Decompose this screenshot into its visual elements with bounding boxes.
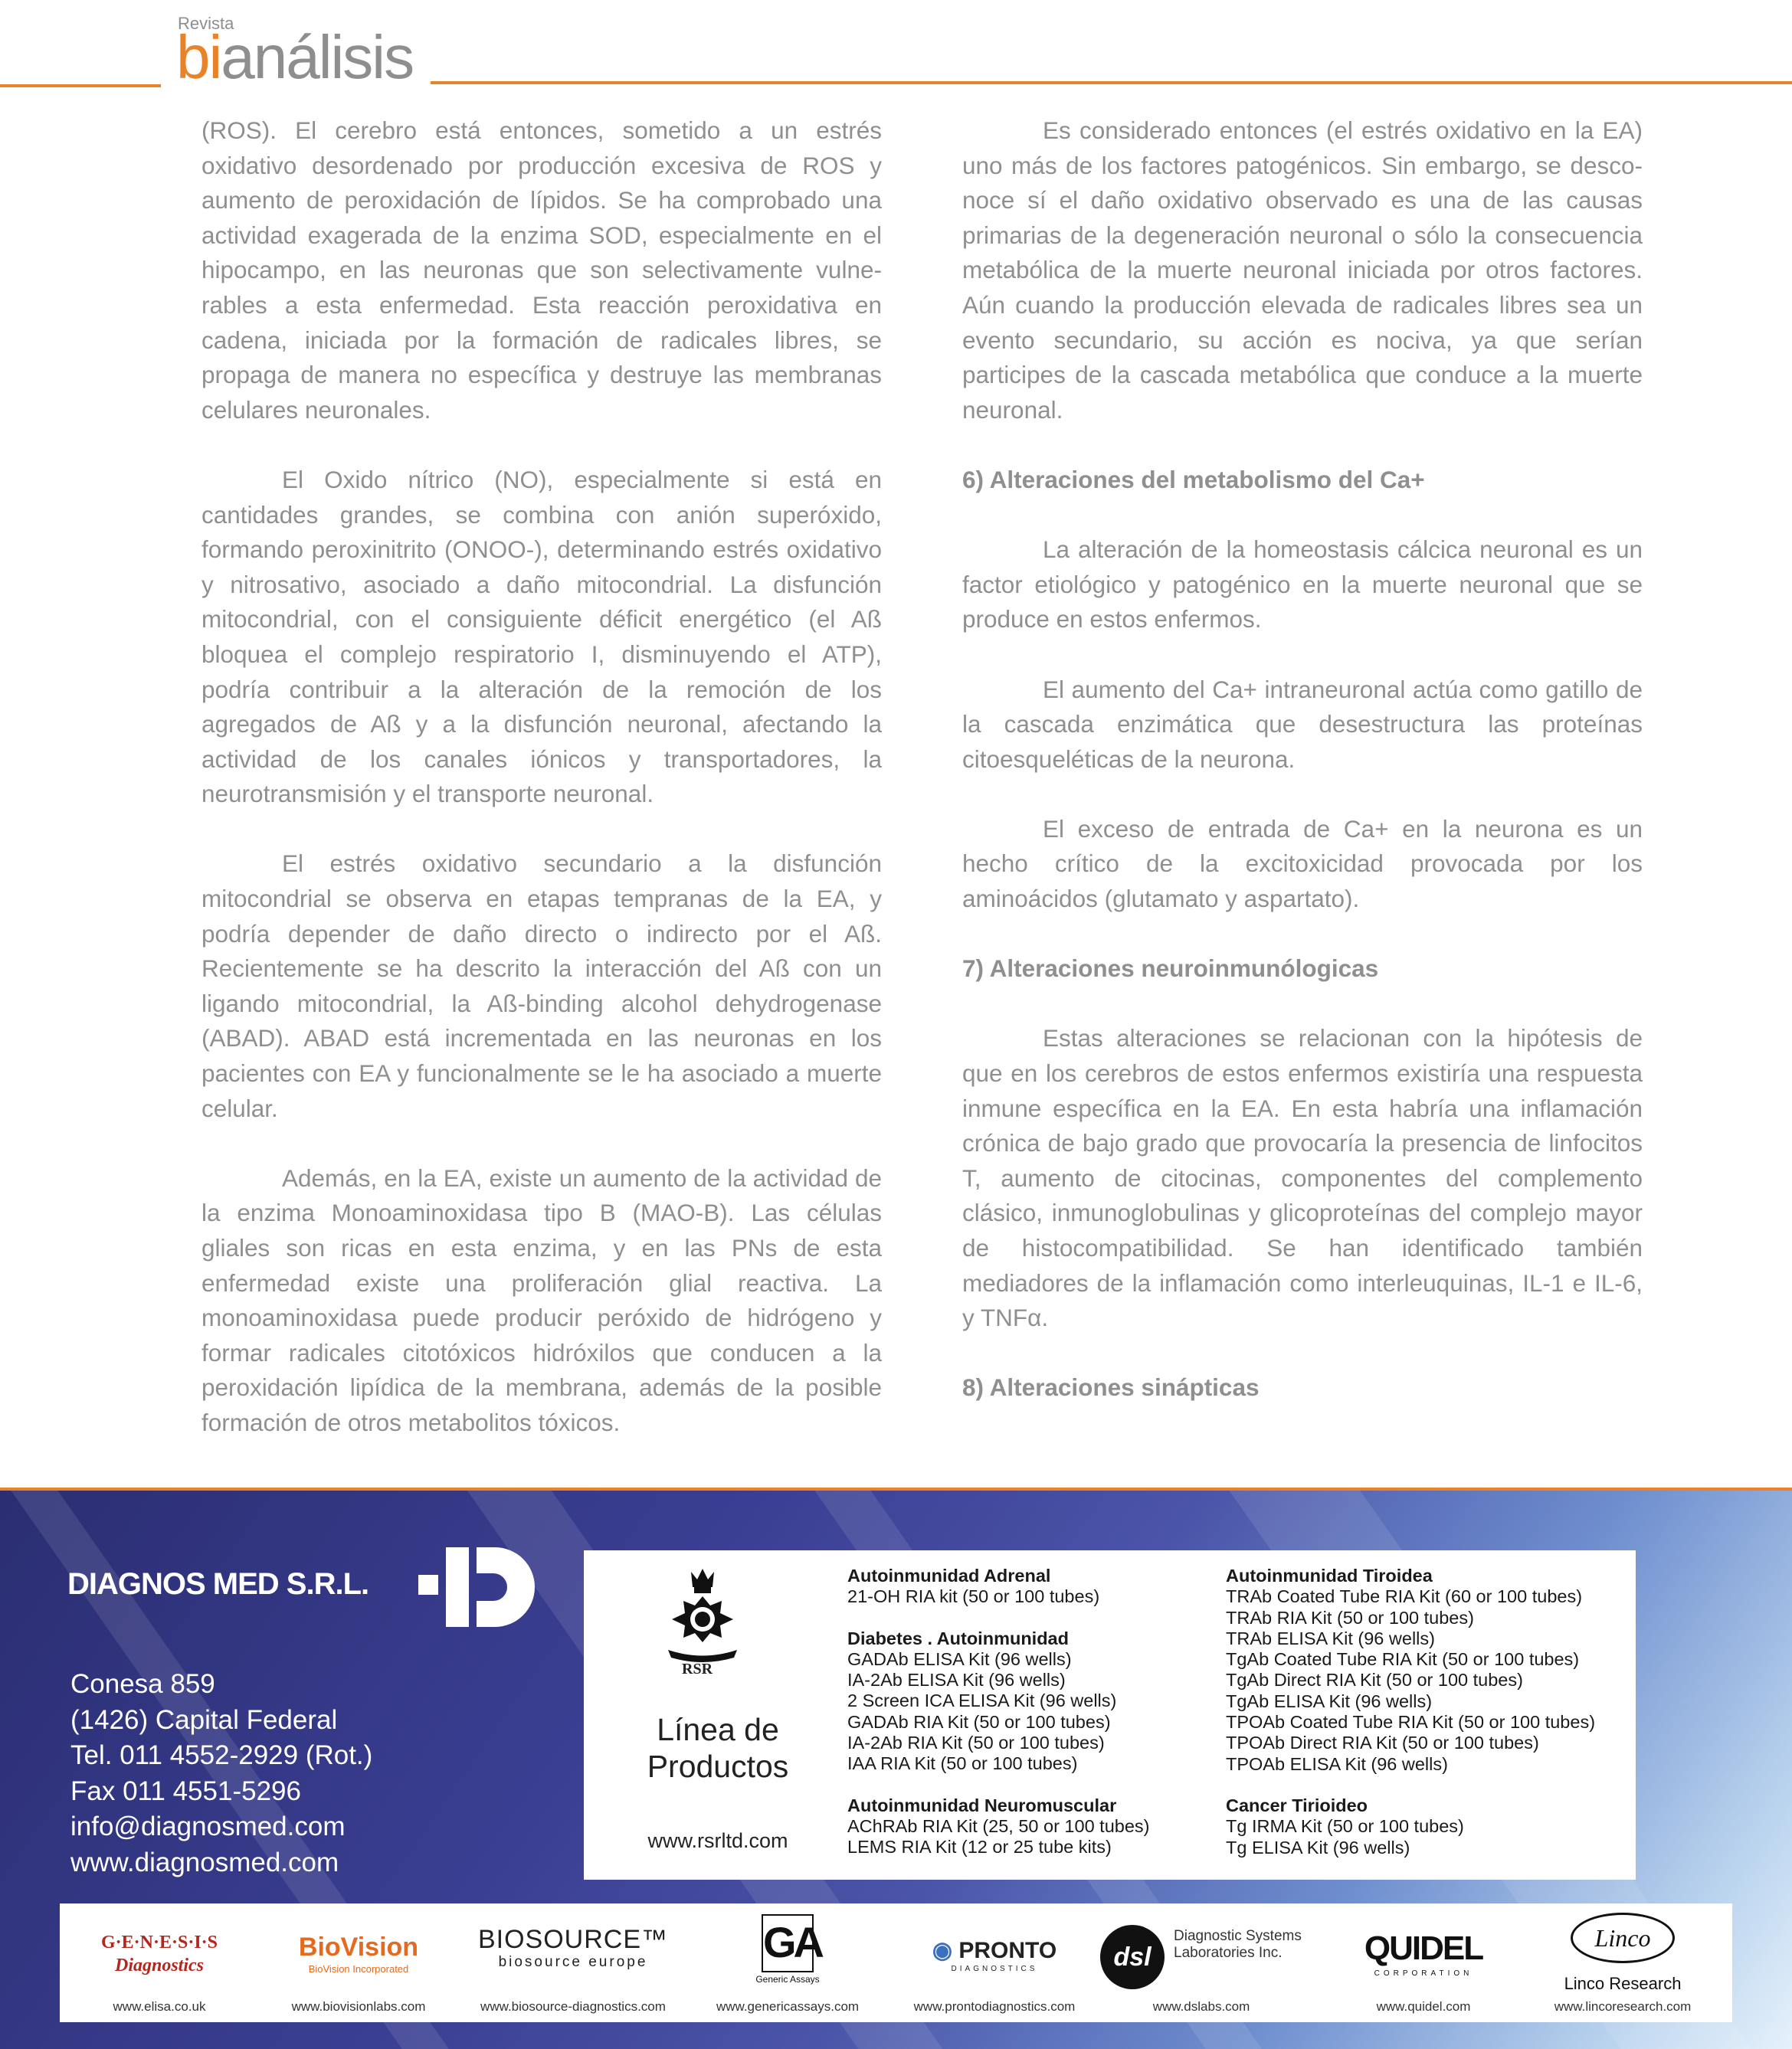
logo-biosource-sub: biosource europe	[498, 1954, 648, 1970]
product-item: 2 Screen ICA ELISA Kit (96 wells)	[847, 1691, 1117, 1711]
product-item: TRAb RIA Kit (50 or 100 tubes)	[1226, 1607, 1474, 1628]
left-paragraph-4: Además, en la EA, existe un aumento de la actividad de la enzima Monoaminoxidasa tipo B (MAO-B). Las células gliales son ricas en esta enzima, y en las PNs de esta enfermedad existe una proliferación glial reactiva. La monoaminoxidasa puede producir peróxido de hidrógeno y formar radicales citotóxicos hidróxilos que conducen a la peroxidación lipídica de la membrana, además de la posible formación de otros metabolitos tóxicos.	[201, 1164, 882, 1436]
logo-quidel[interactable]	[1332, 1903, 1515, 2022]
product-item: IAA RIA Kit (50 or 100 tubes)	[847, 1753, 1078, 1774]
contact-email[interactable]: info@diagnosmed.com	[70, 1812, 346, 1841]
advertisement	[0, 1488, 1792, 2049]
right-paragraph-3: El aumento del Ca+ intraneuronal actúa como gatillo de la cascada enzimática que desestructura las proteínas citoesqueléticas de la neurona.	[962, 675, 1643, 773]
product-item: IA-2Ab RIA Kit (50 or 100 tubes)	[847, 1733, 1105, 1753]
product-item: TPOAb Coated Tube RIA Kit (50 or 100 tubes)	[1226, 1712, 1596, 1733]
right-paragraph-4: El exceso de entrada de Ca+ en la neurona es un hecho crítico de la excitoxicidad provocada por los aminoácidos (glutamato y aspartato).	[962, 814, 1643, 913]
product-item: IA-2Ab ELISA Kit (96 wells)	[847, 1670, 1066, 1691]
left-paragraph-3: El estrés oxidativo secundario a la disfunción mitocondrial se observa en etapas tempranas de la EA, y podría depender de daño directo o indirecto por el Aß. Recientemente se ha descrito la interacción del Aß con un ligando mitocondrial, la Aß-binding alcohol dehydrogenase (ABAD). ABAD está incrementada en las neuronas en los pacientes con EA y funcionalmente se le ha asociado a muerte celular.	[201, 849, 882, 1122]
logo-quidel-name: QUIDEL	[1364, 1930, 1483, 1967]
brand-post: análisis	[221, 23, 414, 91]
product-item: Tg ELISA Kit (96 wells)	[1226, 1837, 1410, 1858]
logo-genesis-name: G·E·N·E·S·I·S	[100, 1933, 218, 1952]
logo-dsl-sub: Diagnostic Systems Laboratories Inc.	[1174, 1928, 1302, 1961]
right-paragraph-1: Es considerado entonces (el estrés oxidativo en la EA) uno más de los factores patogénicos. Sin embargo, se desconoce sí el daño oxidativo observado es una de las causas primarias de la degeneración neuronal o sólo la consecuencia metabólica de la muerte neuronal iniciada por otros factores. Aún cuando la producción elevada de radicales libres sea un evento secundario, su acción es nociva, ya que serían participes de la cascada metabólica que conduce a la muerte neuronal.	[962, 116, 1643, 424]
logo-ga-sub: Generic Assays	[755, 1974, 820, 1985]
logo-ga-name: GA	[762, 1914, 814, 1972]
product-item: TgAb Coated Tube RIA Kit (50 or 100 tubes)	[1226, 1649, 1580, 1670]
product-box	[584, 1550, 1636, 1880]
section-heading-7: 7) Alteraciones neuroinmunólogicas	[962, 954, 1379, 983]
product-item: TRAb Coated Tube RIA Kit (60 or 100 tubes)	[1226, 1586, 1583, 1607]
logo-pronto[interactable]	[895, 1903, 1094, 2022]
logo-genesis-sub: Diagnostics	[114, 1956, 204, 1975]
contact-block	[70, 1667, 372, 1880]
header-rule-right	[431, 81, 1792, 84]
right-column	[962, 113, 1643, 1441]
contact-fax: Fax 011 4551-5296	[70, 1776, 301, 1806]
contact-phone: Tel. 011 4552-2929 (Rot.)	[70, 1740, 373, 1770]
product-group-title: Autoinmunidad Neuromuscular	[847, 1795, 1117, 1815]
rsr-crest-icon	[660, 1566, 745, 1669]
product-group	[1226, 1566, 1595, 1775]
logo-dsl-name: dsl	[1100, 1925, 1165, 1989]
logo-genesis[interactable]	[75, 1903, 244, 2022]
product-line-title	[614, 1711, 821, 1785]
brand-kicker: Revista	[178, 14, 234, 33]
logo-biosource-name: BIOSOURCE™	[477, 1925, 669, 1954]
product-item: GADAb RIA Kit (50 or 100 tubes)	[847, 1711, 1111, 1732]
product-group	[847, 1566, 1150, 1608]
product-line-title-2: Productos	[647, 1749, 789, 1784]
logo-biovision[interactable]	[267, 1903, 450, 2022]
left-column	[201, 113, 882, 1475]
brand-pre: b	[176, 23, 209, 91]
logo-linco-sub: Linco Research	[1564, 1974, 1682, 1993]
logo-dsl-url[interactable]: www.dslabs.com	[1152, 1999, 1250, 2014]
product-item: TPOAb ELISA Kit (96 wells)	[1226, 1753, 1448, 1774]
product-group-title: Autoinmunidad Tiroidea	[1226, 1566, 1433, 1586]
logo-linco-name: Linco	[1571, 1913, 1675, 1963]
right-paragraph-2: La alteración de la homeostasis cálcica neuronal es un factor etiológico y patogénico en la muerte neuronal que se produce en estos enfermos.	[962, 535, 1643, 633]
company-name: DIAGNOS MED S.R.L.	[67, 1567, 369, 1601]
brand-accent: i	[208, 23, 221, 91]
logo-quidel-sub: CORPORATION	[1374, 1969, 1473, 1978]
contact-address: Conesa 859	[70, 1669, 215, 1699]
logo-biosource-url[interactable]: www.biosource-diagnostics.com	[480, 1999, 666, 2014]
header-rule-left	[0, 84, 161, 87]
product-group	[847, 1628, 1150, 1775]
logo-biovision-name: BioVision	[298, 1933, 419, 1962]
product-group	[1226, 1795, 1595, 1858]
rsr-url[interactable]: www.rsrltd.com	[647, 1829, 788, 1852]
left-paragraph-1: (ROS). El cerebro está entonces, sometido a un estrés oxidativo desordenado por producción excesiva de ROS y aumento de peroxidación de lípidos. Se ha comprobado una actividad exagerada de la enzima SOD, especialmente en el hipocampo, en las neuronas que son selectivamente vulnerables a esta enfermedad. Esta reacción peroxidativa en cadena, iniciada por la formación de radicales libres, se propaga de manera no específica y destruye las membranas celulares neuronales.	[201, 116, 882, 424]
logo-quidel-url[interactable]: www.quidel.com	[1376, 1999, 1471, 2014]
logo-ga-url[interactable]: www.genericassays.com	[716, 1999, 860, 2014]
product-list-col-2	[1226, 1566, 1595, 1879]
product-item: GADAb ELISA Kit (96 wells)	[847, 1648, 1072, 1669]
logo-genesis-url[interactable]: www.elisa.co.uk	[113, 1999, 206, 2014]
product-item: 21-OH RIA kit (50 or 100 tubes)	[847, 1586, 1100, 1607]
product-list-col-1	[847, 1566, 1150, 1879]
masthead	[0, 0, 1792, 92]
product-group-title: Cancer Tirioideo	[1226, 1795, 1368, 1815]
logo-pronto-name: PRONTO	[958, 1938, 1057, 1963]
logo-biosource[interactable]	[458, 1903, 688, 2022]
product-item: TRAb ELISA Kit (96 wells)	[1226, 1628, 1435, 1648]
section-heading-6: 6) Alteraciones del metabolismo del Ca+	[962, 465, 1425, 493]
brand-logo	[176, 23, 413, 92]
product-item: TPOAb Direct RIA Kit (50 or 100 tubes)	[1226, 1733, 1539, 1753]
pronto-swirl-icon: ◉	[932, 1938, 959, 1963]
logo-linco[interactable]	[1531, 1903, 1715, 2022]
logo-linco-url[interactable]: www.lincoresearch.com	[1554, 1999, 1692, 2014]
diagnosmed-logo-icon	[418, 1547, 538, 1627]
logo-pronto-name-wrap	[895, 1937, 1094, 1964]
logo-generic-assays[interactable]	[696, 1903, 880, 2022]
logo-biovision-url[interactable]: www.biovisionlabs.com	[291, 1999, 426, 2014]
contact-website[interactable]: www.diagnosmed.com	[70, 1847, 339, 1877]
product-item: AChRAb RIA Kit (25, 50 or 100 tubes)	[847, 1815, 1150, 1836]
product-group-title: Diabetes . Autoinmunidad	[847, 1628, 1069, 1648]
partner-logos-strip	[60, 1903, 1732, 2022]
product-group-title: Autoinmunidad Adrenal	[847, 1566, 1051, 1586]
product-item: TgAb Direct RIA Kit (50 or 100 tubes)	[1226, 1670, 1523, 1691]
section-heading-8: 8) Alteraciones sinápticas	[962, 1373, 1260, 1402]
right-paragraph-5: Estas alteraciones se relacionan con la hipótesis de que en los cerebros de estos enfermos existiría una respuesta inmune específica en la EA. En esta habría una inflamación crónica de bajo grado que provocaría la presencia de linfocitos T, aumento de citocinas, componentes del complemento clásico, inmunoglobulinas y glicoproteínas del complejo mayor de histocompatibilidad. Se han identificado también mediadores de la inflamación como interleuquinas, IL-1 e IL-6, y TNFα.	[962, 1024, 1643, 1332]
product-group	[847, 1795, 1150, 1858]
left-paragraph-2: El Oxido nítrico (NO), especialmente si está en cantidades grandes, se combina con anión superóxido, formando peroxinitrito (ONOO-), determinando estrés oxidativo y nitrosativo, asociado a daño mitocondrial. La disfunción mitocondrial, con el consiguiente déficit energético (el Aß bloquea el complejo respiratorio I, disminuyendo el ATP), podría contribuir a la alteración de la remoción de los agregados de Aß y a la disfunción neuronal, afectando la actividad de los canales iónicos y transportadores, la neurotransmisión y el transporte neuronal.	[201, 465, 882, 808]
logo-biovision-sub: BioVision Incorporated	[308, 1963, 409, 1975]
rsr-label: RSR	[682, 1661, 713, 1677]
contact-city: (1426) Capital Federal	[70, 1704, 338, 1735]
logo-pronto-url[interactable]: www.prontodiagnostics.com	[913, 1999, 1076, 2014]
logo-dsl[interactable]	[1079, 1903, 1324, 2022]
logo-pronto-sub: DIAGNOSTICS	[951, 1965, 1038, 1973]
product-line-title-1: Línea de	[657, 1712, 779, 1747]
product-item: Tg IRMA Kit (50 or 100 tubes)	[1226, 1816, 1464, 1837]
product-item: LEMS RIA Kit (12 or 25 tube kits)	[847, 1837, 1112, 1858]
product-item: TgAb ELISA Kit (96 wells)	[1226, 1691, 1433, 1711]
